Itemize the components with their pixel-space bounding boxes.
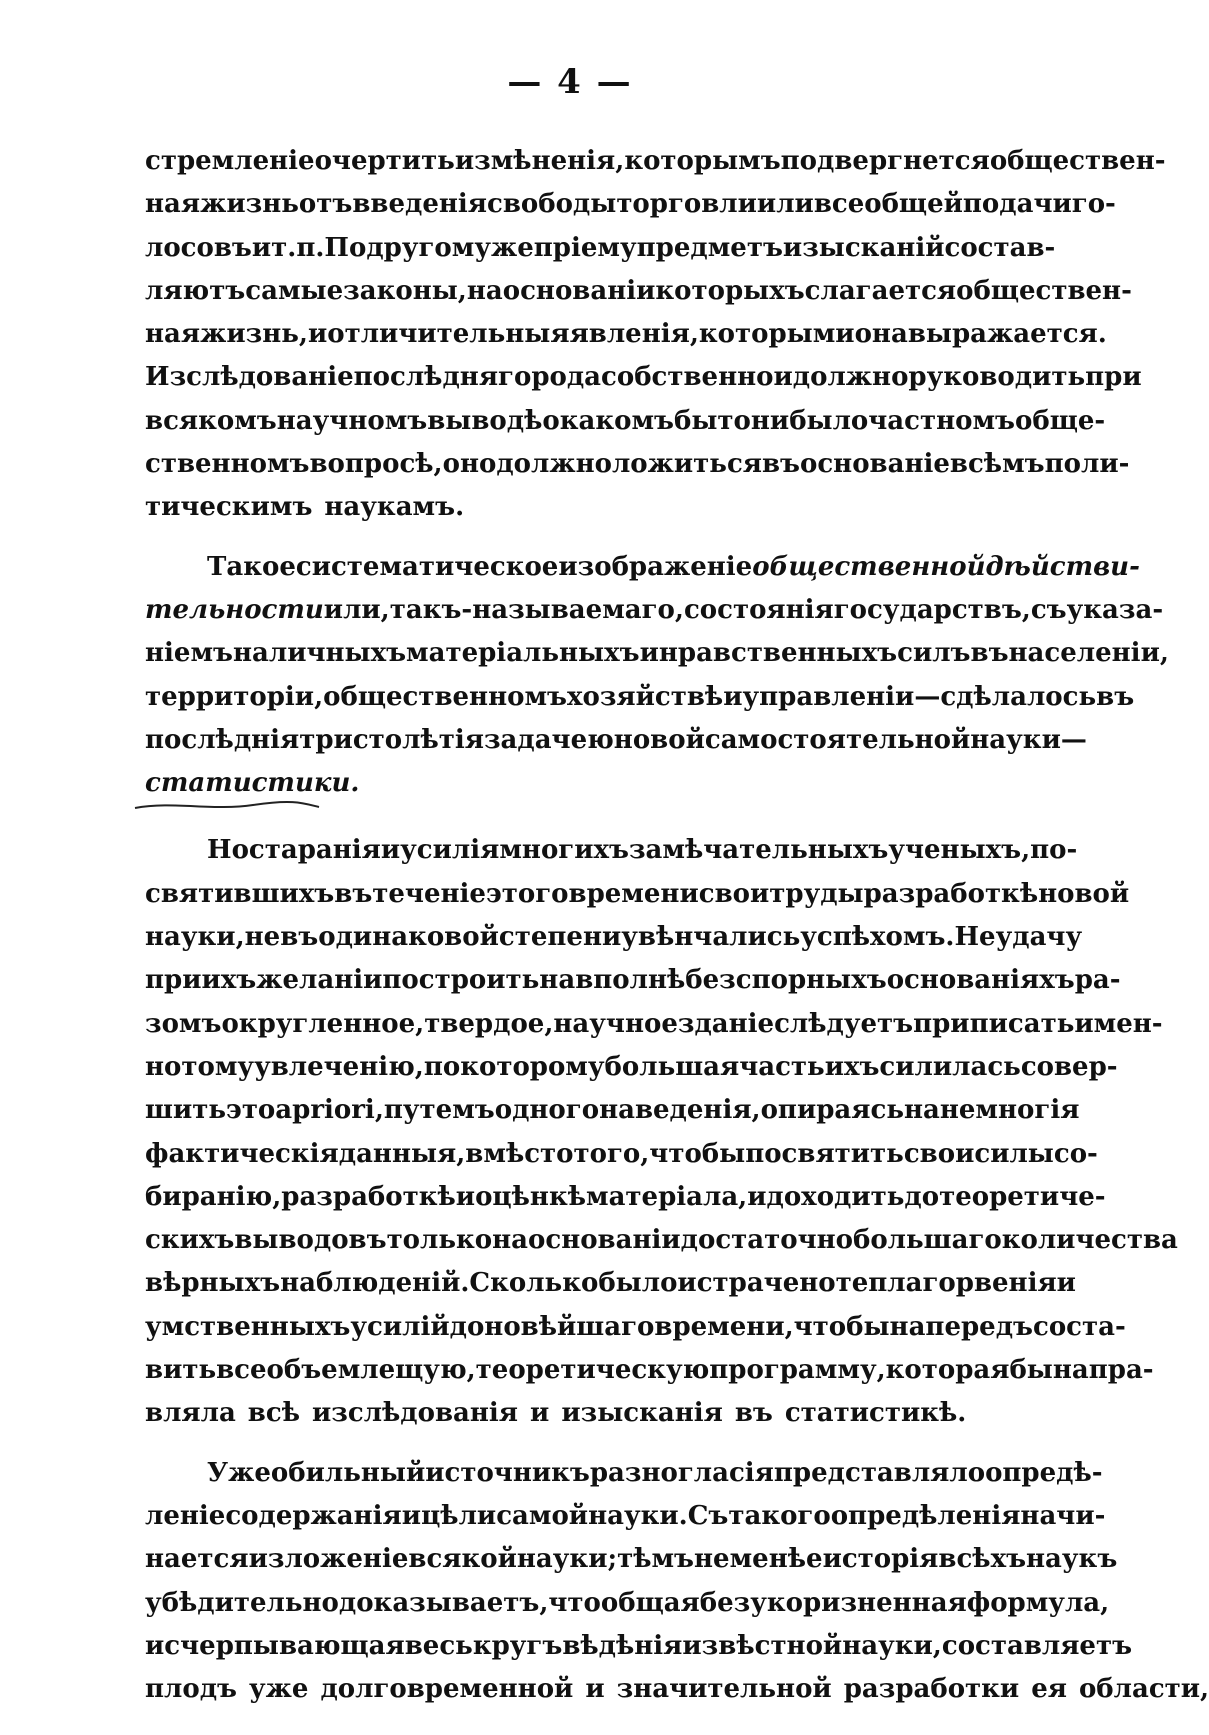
text-line: умственныхъ усилій до новѣйшаго времени, чтобы напередъ соста- xyxy=(145,1311,1126,1342)
text-line: ляютъ самые законы, на основаніи которыхъ слагается обществен- xyxy=(145,275,1132,306)
text-line: леніе содержанія и цѣли самой науки. Съ такого опредѣленія начи- xyxy=(145,1500,1106,1531)
text-line: святившихъ въ теченіе этого времени свои труды разработкѣ новой xyxy=(145,878,1130,909)
text-line: тическимъ наукамъ. xyxy=(145,492,465,523)
text-line: убѣдительно доказываетъ, что общая безукоризненная формула, xyxy=(145,1587,1110,1618)
text-line: Такое систематическое изображеніе общественной дѣйстви- xyxy=(207,551,1140,582)
text-line: тельности или, такъ-называемаго, состоянія государствъ, съ указа- xyxy=(145,594,1164,625)
paragraph xyxy=(145,829,1178,1435)
paragraph-gap xyxy=(145,813,1007,829)
page-number: — 4 — xyxy=(507,62,633,102)
text-line: лосовъ и т. п. По другому же пріему предметъ изысканій состав- xyxy=(145,232,1056,263)
text-line: плодъ уже долговременной и значительной разработки ея области, xyxy=(145,1674,1209,1705)
text-line: ная жизнь отъ введенія свободы торговли или всеобщей подачи го- xyxy=(145,189,1116,220)
text-line: вляла всѣ изслѣдованія и изысканія въ статистикѣ. xyxy=(145,1398,967,1429)
paragraph-gap xyxy=(145,1436,1007,1452)
text-line: зомъ округленное, твердое, научное зданіе слѣдуетъ приписать имен- xyxy=(145,1008,1163,1039)
text-line: ная жизнь, и отличительныя явленія, которыми она выражается. xyxy=(145,319,1107,350)
handwritten-underline xyxy=(145,799,1007,813)
text-line: стремленіе очертить измѣненія, которымъ подвергнется обществен- xyxy=(145,146,1166,176)
text-line: статистики. xyxy=(145,768,360,799)
text-line: фактическія данныя, вмѣсто того, чтобы посвятить свои силы со- xyxy=(145,1138,1098,1169)
text-line: Изслѣдованіе послѣдняго рода собственно и должно руководить при xyxy=(145,362,1142,393)
text-line: исчерпывающая весь кругъ вѣдѣнія извѣстной науки, составляетъ xyxy=(145,1630,1133,1661)
text-line: но тому увлеченію, по которому большая часть ихъ силилась совер- xyxy=(145,1051,1118,1082)
text-line: скихъ выводовъ только на основаніи достаточно большаго количества xyxy=(145,1225,1178,1256)
paragraph-gap xyxy=(145,530,1007,546)
text-line: биранію, разработкѣ и оцѣнкѣ матеріала, и доходить до теоретиче- xyxy=(145,1181,1106,1212)
paragraph xyxy=(145,140,1166,530)
text-line: ніемъ наличныхъ матеріальныхъ и нравственныхъ силъ въ населеніи, xyxy=(145,638,1169,669)
text-line: территоріи, общественномъ хозяйствѣ и управленіи — сдѣлалось въ xyxy=(145,681,1135,712)
paragraph xyxy=(145,1452,1209,1712)
text-line: нается изложеніе всякой науки; тѣмъ не менѣе исторія всѣхъ наукъ xyxy=(145,1544,1118,1575)
text-line: науки, не въ одинаковой степени увѣнчались успѣхомъ. Неудачу xyxy=(145,922,1083,953)
text-line: всякомъ научномъ выводѣ о какомъ бы то ни было частномъ обще- xyxy=(145,405,1106,436)
text-line: Но старанія и усилія многихъ замѣчательныхъ ученыхъ, по- xyxy=(207,835,1078,866)
text-line: при ихъ желаніи построить на вполнѣ безспорныхъ основаніяхъ ра- xyxy=(145,965,1121,996)
text-line: вѣрныхъ наблюденій. Сколько было истрачено теплаго рвенія и xyxy=(145,1268,1076,1299)
text-line: вить всеобъемлещую, теоретическую программу, которая бы напра- xyxy=(145,1355,1154,1386)
text-line: ственномъ вопросѣ, оно должно ложиться въ основаніе всѣмъ поли- xyxy=(145,449,1130,480)
text-line: шить это a priori, путемъ одного наведенія, опираясь на немногія xyxy=(145,1095,1080,1126)
body-text xyxy=(145,140,1209,1711)
text-line: послѣднія три столѣтія задачею новой самостоятельной науки — xyxy=(145,724,1087,755)
text-line: Уже обильный источникъ разногласія представляло опредѣ- xyxy=(207,1457,1103,1488)
paragraph xyxy=(145,546,1169,814)
